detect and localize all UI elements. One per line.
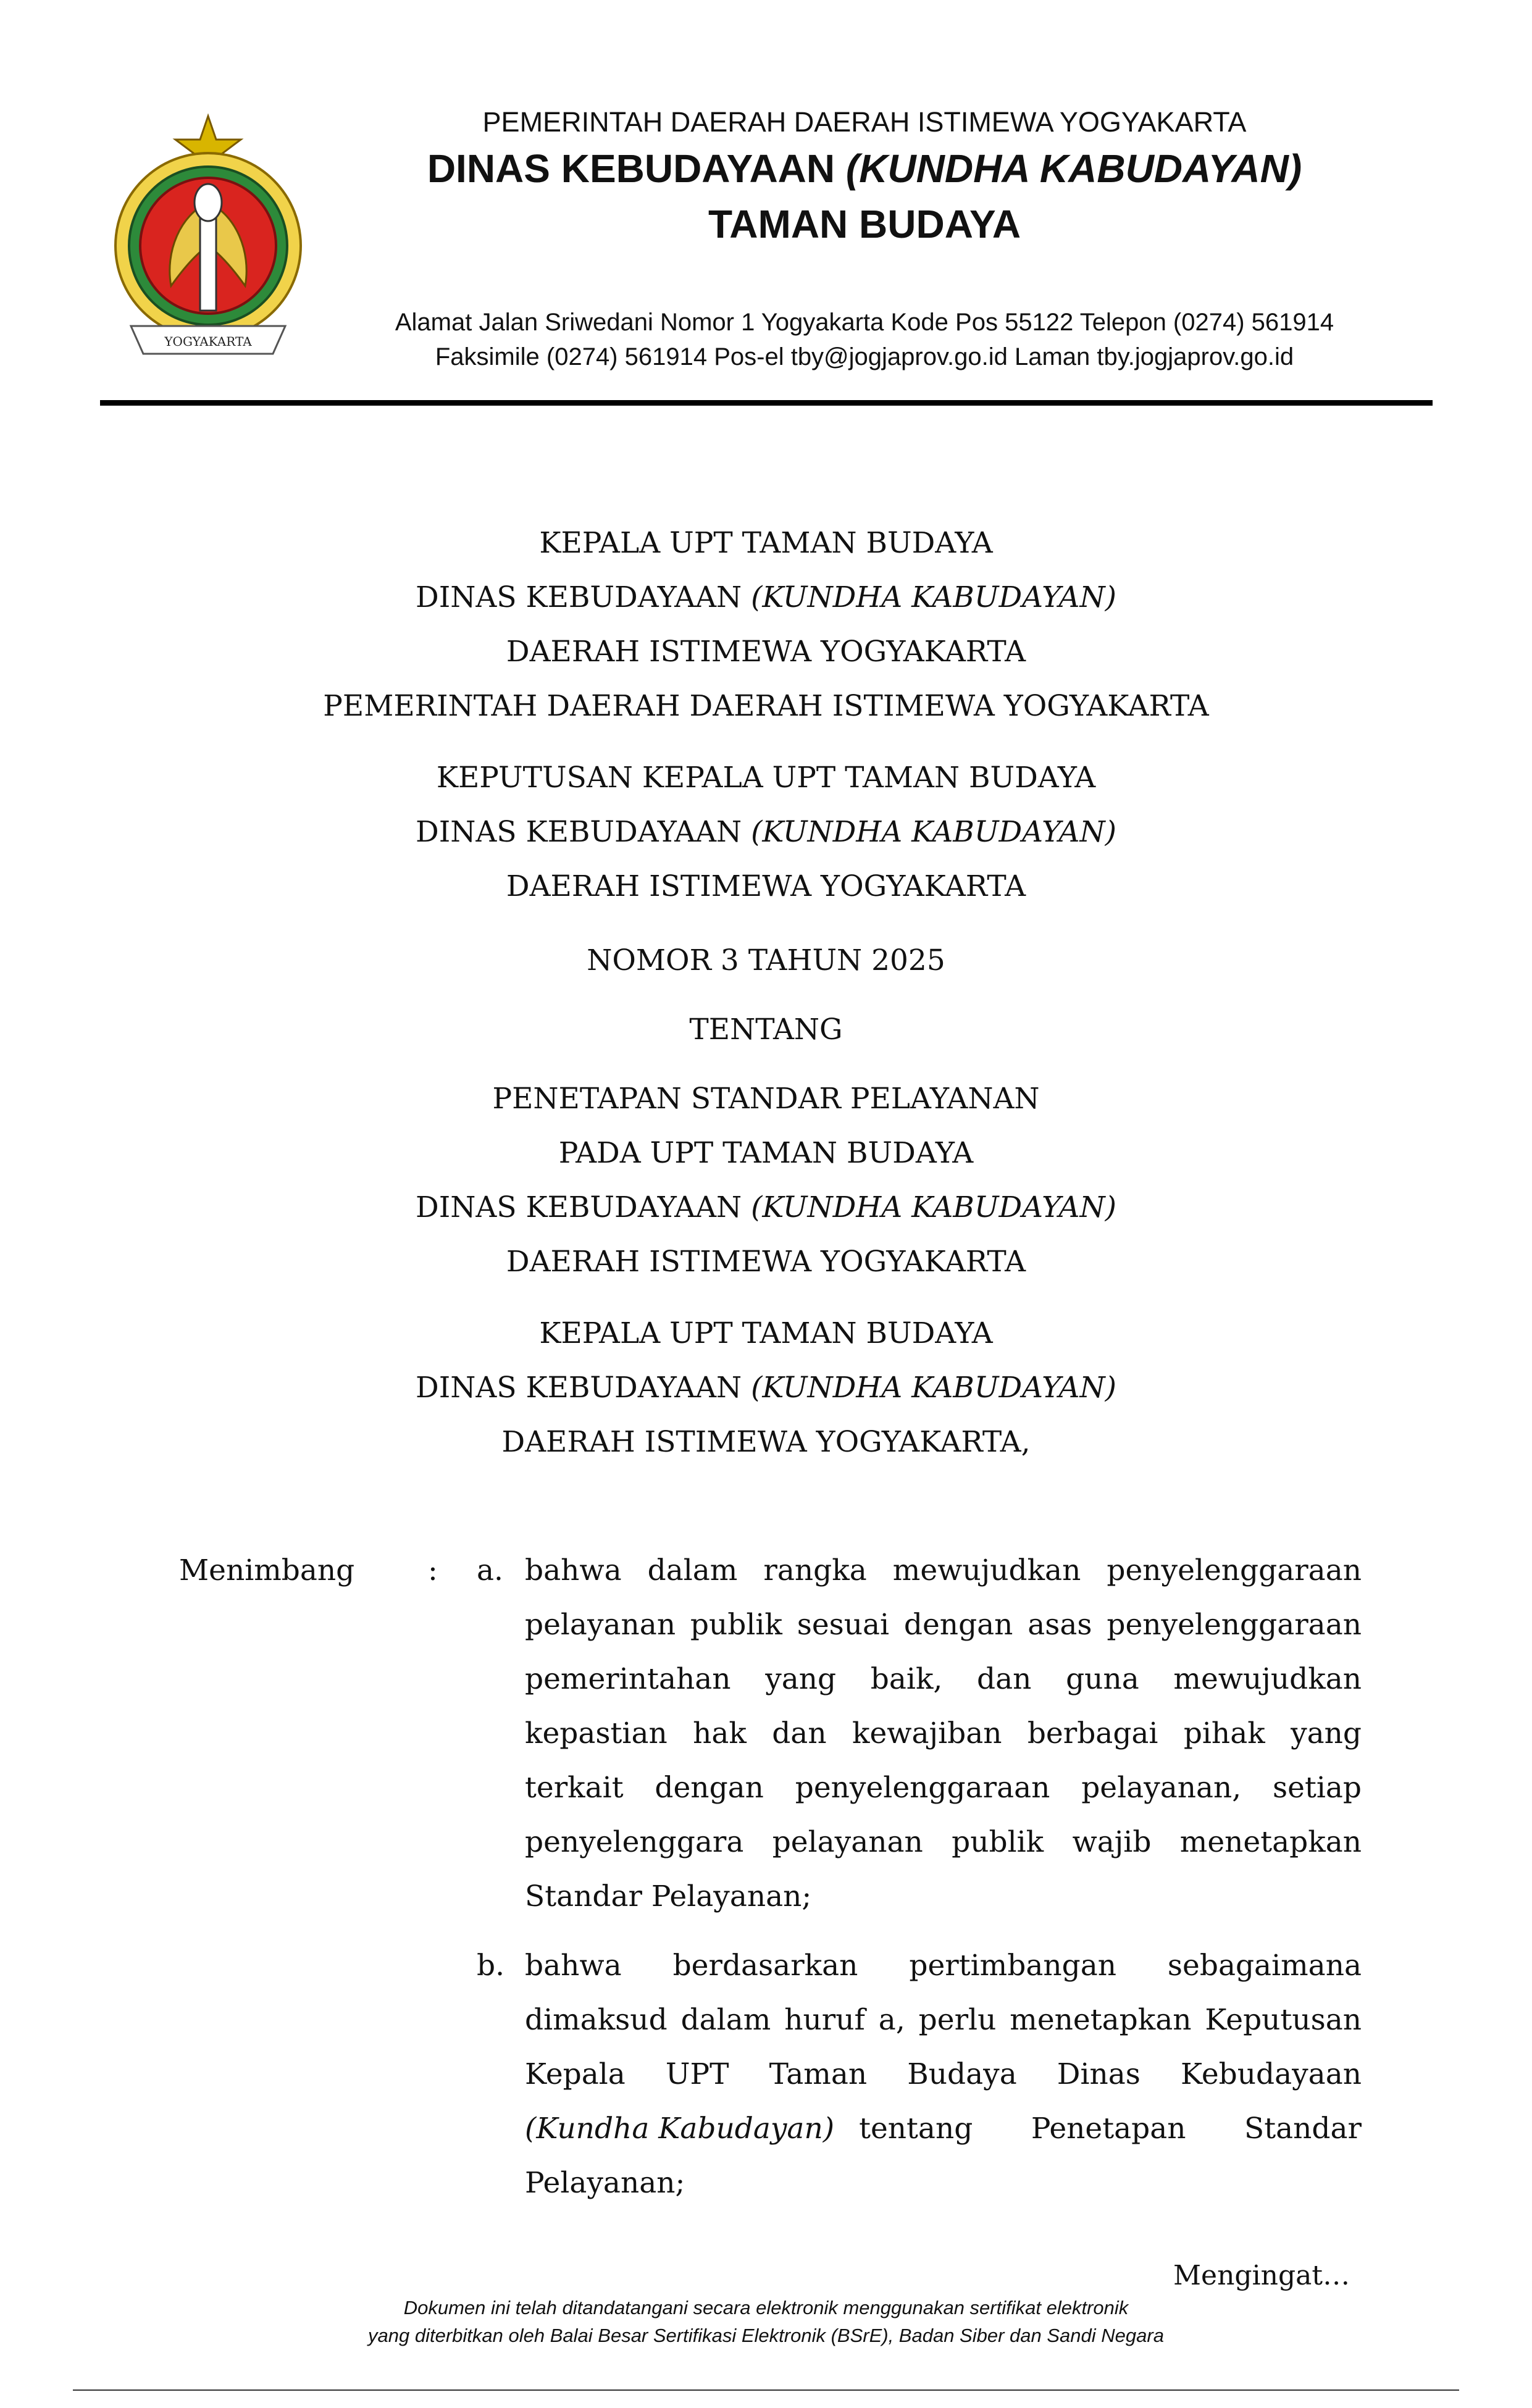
issuer-government: PEMERINTAH DAERAH DAERAH ISTIMEWA YOGYAKARTA (323, 689, 1209, 723)
clause-a-line: terkait dengan penyelenggaraan pelayanan, setiap (525, 1771, 1362, 1805)
esign-notice-line-2: yang diterbitkan oleh Balai Besar Sertifikasi Elektronik (BSrE), Badan Siber dan Sandi Negara (368, 2325, 1164, 2346)
clause-b-line: dimaksud dalam huruf a, perlu menetapkan Keputusan (525, 2003, 1362, 2037)
authority-agency: DINAS KEBUDAYAAN (KUNDHA KABUDAYAN) (416, 1371, 1116, 1405)
letterhead-agency: DINAS KEBUDAYAAN (KUNDHA KABUDAYAN) (427, 146, 1302, 191)
issuer-region: DAERAH ISTIMEWA YOGYAKARTA (506, 635, 1026, 669)
esign-notice-line-1: Dokumen ini telah ditandatangani secara elektronik menggunakan sertifikat elektronik (403, 2297, 1129, 2318)
letterhead-divider (100, 400, 1433, 406)
clause-a-line: bahwa dalam rangka mewujudkan penyelenggaraan (525, 1553, 1362, 1587)
authority-title: KEPALA UPT TAMAN BUDAYA (539, 1316, 993, 1350)
decree-title: KEPUTUSAN KEPALA UPT TAMAN BUDAYA (436, 761, 1096, 795)
letterhead-address: Alamat Jalan Sriwedani Nomor 1 Yogyakarta Kode Pos 55122 Telepon (0274) 561914 (395, 309, 1334, 336)
clause-a-letter: a. (477, 1553, 503, 1587)
clause-a-line: penyelenggara pelayanan publik wajib menetapkan (525, 1825, 1362, 1859)
letterhead-unit: TAMAN BUDAYA (708, 202, 1021, 246)
clause-a-line: pelayanan publik sesuai dengan asas penyelenggaraan (525, 1608, 1362, 1642)
clause-a-text (525, 1544, 1362, 1924)
clause-b-line-rest: tentang Penetapan Standar (859, 2112, 1362, 2146)
emblem-ribbon-text: YOGYAKARTA (164, 334, 252, 349)
authority-region: DAERAH ISTIMEWA YOGYAKARTA, (501, 1425, 1031, 1459)
decree-about-label: TENTANG (689, 1013, 843, 1047)
subject-line-4: DAERAH ISTIMEWA YOGYAKARTA (506, 1245, 1026, 1279)
footer-divider (73, 2389, 1459, 2391)
clause-b-text (525, 1939, 1362, 2210)
subject-line-3: DINAS KEBUDAYAAN (KUNDHA KABUDAYAN) (416, 1190, 1116, 1224)
clause-b-letter: b. (477, 1949, 505, 1983)
clause-b-line: Kepala UPT Taman Budaya Dinas Kebudayaan (525, 2057, 1362, 2091)
subject-line-2: PADA UPT TAMAN BUDAYA (558, 1136, 974, 1170)
clause-b-italic-name: (Kundha Kabudayan) (525, 2112, 835, 2146)
decree-number: NOMOR 3 TAHUN 2025 (587, 943, 945, 977)
yogyakarta-emblem-logo (106, 110, 310, 363)
clause-b-line: bahwa berdasarkan pertimbangan sebagaimana (525, 1949, 1362, 1983)
letterhead-contact: Faksimile (0274) 561914 Pos-el tby@jogjaprov.go.id Laman tby.jogjaprov.go.id (435, 343, 1294, 370)
menimbang-colon: : (428, 1553, 438, 1587)
subject-line-1: PENETAPAN STANDAR PELAYANAN (492, 1082, 1040, 1116)
clause-a-line: pemerintahan yang baik, dan guna mewujudkan (525, 1662, 1362, 1696)
issuer-agency: DINAS KEBUDAYAAN (KUNDHA KABUDAYAN) (416, 580, 1116, 614)
issuer-title: KEPALA UPT TAMAN BUDAYA (539, 526, 993, 560)
decree-agency: DINAS KEBUDAYAAN (KUNDHA KABUDAYAN) (416, 815, 1116, 849)
clause-a-line: kepastian hak dan kewajiban berbagai pihak yang (525, 1716, 1362, 1750)
clause-b-line (525, 2102, 1362, 2156)
decree-region: DAERAH ISTIMEWA YOGYAKARTA (506, 869, 1026, 903)
clause-b-line: Pelayanan; (525, 2166, 685, 2200)
clause-a-line: Standar Pelayanan; (525, 1879, 812, 1913)
letterhead-government: PEMERINTAH DAERAH DAERAH ISTIMEWA YOGYAKARTA (482, 106, 1247, 138)
menimbang-label: Menimbang (179, 1553, 355, 1587)
next-page-catchword: Mengingat… (1173, 2260, 1350, 2291)
